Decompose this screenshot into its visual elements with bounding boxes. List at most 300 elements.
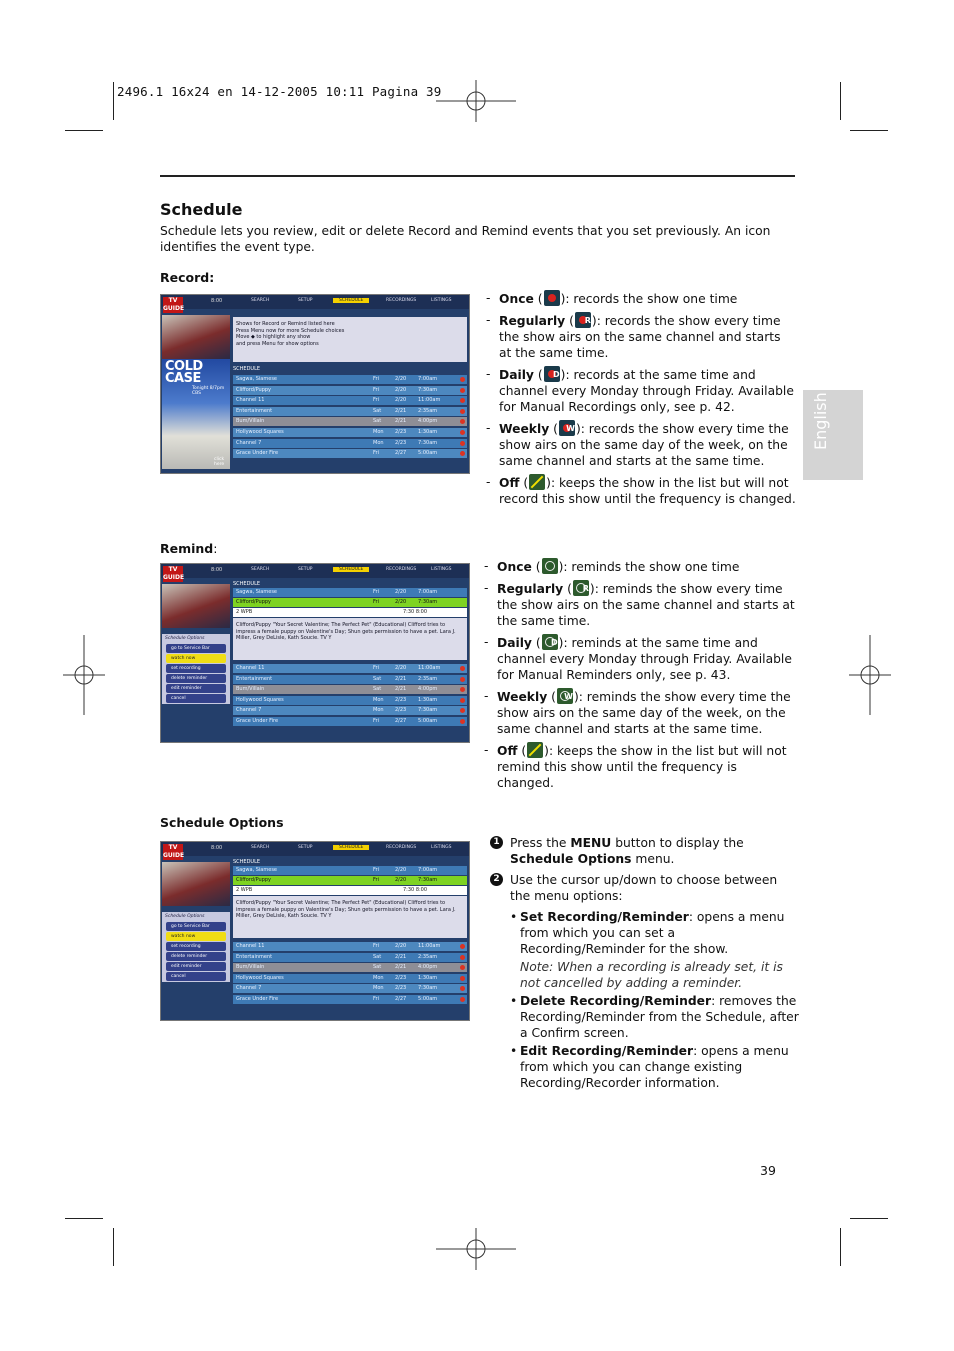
- row-date: 2/23: [395, 985, 407, 992]
- schedule-row[interactable]: [233, 953, 467, 962]
- row-date: 2/20: [395, 943, 407, 949]
- item-term: Daily: [499, 368, 534, 382]
- remind-label-text: Remind: [160, 541, 214, 556]
- row-title: Grace Under Fire: [236, 718, 279, 724]
- registration-mark-icon: [436, 80, 516, 122]
- schedule-options-label: Schedule Options: [160, 815, 284, 830]
- row-time: 7:30am: [418, 707, 438, 714]
- schedule-row[interactable]: [233, 942, 467, 951]
- schedule-row[interactable]: [233, 449, 467, 458]
- remind-weekly-icon: W: [557, 688, 573, 704]
- row-day: Mon: [373, 429, 384, 435]
- option-set: [490, 909, 800, 957]
- nav-listings[interactable]: LISTINGS: [431, 298, 452, 303]
- row-title: Sagwa, Siamese: [236, 589, 277, 595]
- row-date: 2/21: [395, 686, 407, 693]
- row-day: Sat: [373, 686, 382, 693]
- row-time: 11:00am: [418, 397, 441, 404]
- tv-topbar: [161, 295, 469, 309]
- record-item-daily: - Daily ( D ): records at the same time and channel every Monday through Friday. Available for Manual Recordings only, see p. 42.: [486, 367, 794, 414]
- row-title: Sagwa, Siamese: [236, 376, 277, 382]
- event-type-icon: [460, 419, 465, 424]
- remind-item-once: - Once ( ): reminds the show one time: [484, 559, 740, 574]
- item-text: ): records the show every time the show airs on the same day of the week, on the same channel and starts at the same time.: [499, 422, 789, 468]
- crop-mark: [113, 82, 114, 120]
- event-type-icon: [460, 719, 465, 724]
- row-day: Fri: [373, 996, 379, 1002]
- row-time: 4:00pm: [418, 964, 438, 971]
- option-text: : opens a menu from which you can change existing Recording/Recorder information.: [520, 1044, 789, 1090]
- item-text: ): reminds the show every time the show airs on the same channel and starts at the same time.: [497, 582, 795, 628]
- row-title: Bum/Villain: [236, 964, 265, 971]
- item-text: ): reminds the show every time the show airs on the same day of the week, on the same channel and starts at the same time.: [497, 690, 791, 736]
- event-type-icon: [460, 965, 465, 970]
- event-type-icon: [460, 708, 465, 713]
- tv-clock: 8:00: [211, 298, 223, 304]
- row-time: 5:00am: [418, 718, 438, 724]
- schedule-row[interactable]: [233, 375, 467, 384]
- step-2: [490, 872, 800, 904]
- schedule-row[interactable]: [233, 974, 467, 983]
- show-description: Clifford/Puppy "Your Secret Valentine; The Perfect Pet" (Educational) Clifford tries to impress a female puppy on Valentine's Day; Shun gets permission to have a pet. Lara J. Miller, Grey DeLisle, Kath Soucie. TV Y: [233, 618, 467, 660]
- row-day: Mon: [373, 696, 384, 703]
- row-day: Fri: [373, 376, 379, 382]
- menu-key: MENU: [570, 836, 612, 850]
- item-term: Off: [499, 476, 520, 490]
- tv-photo-thumbnail: [162, 862, 230, 906]
- row-title: Sagwa, Siamese: [236, 867, 277, 873]
- schedule-row[interactable]: [233, 407, 467, 416]
- row-time: 7:00am: [418, 376, 438, 382]
- row-time: 1:30am: [418, 429, 438, 435]
- item-text: ): reminds at the same time and channel every Monday through Friday. Available for Manual Reminders only, see p. 43.: [497, 636, 792, 682]
- row-day: Fri: [373, 877, 379, 883]
- row-title: Channel 7: [236, 439, 262, 446]
- row-title: Entertainment: [236, 407, 273, 414]
- row-date: 2/21: [395, 418, 407, 425]
- schedule-row[interactable]: [233, 664, 467, 673]
- dash: -: [484, 689, 489, 703]
- item-text: ): reminds the show one time: [558, 560, 740, 574]
- schedule-row[interactable]: [233, 984, 467, 993]
- dash: -: [484, 635, 489, 649]
- channel-line: [233, 608, 467, 617]
- menu-item-set-recording[interactable]: set recording: [166, 664, 226, 673]
- event-type-icon: [460, 997, 465, 1002]
- row-day: Sat: [373, 407, 382, 414]
- record-item-off: - Off ( ): keeps the show in the list but will not record this show until the frequency is changed.: [486, 475, 796, 506]
- crop-mark: [850, 1218, 888, 1219]
- crop-mark: [840, 82, 841, 120]
- row-day: Fri: [373, 867, 379, 873]
- step2-text: Use the cursor up/down to choose between the menu options:: [510, 873, 778, 903]
- info-line: Move ◆ to highlight any show: [236, 334, 311, 340]
- event-type-icon: [460, 666, 465, 671]
- remind-type-list: [484, 558, 796, 796]
- crop-mark: [840, 1228, 841, 1266]
- nav-search[interactable]: SEARCH: [251, 567, 270, 572]
- row-date: 2/20: [395, 867, 407, 873]
- row-time: 5:00am: [418, 996, 438, 1002]
- header-rule: [160, 175, 795, 177]
- remind-daily-icon: D: [542, 634, 558, 650]
- promo-title: COLD CASE: [165, 359, 203, 386]
- row-title: Entertainment: [236, 953, 273, 960]
- note-text: Note: When a recording is already set, it is not cancelled by adding a reminder.: [520, 960, 783, 990]
- remind-label: [160, 541, 217, 556]
- menu-item-service-bar[interactable]: go to Service Bar: [166, 644, 226, 653]
- row-date: 2/20: [395, 589, 407, 595]
- tv-photo-thumbnail: [162, 315, 230, 359]
- row-date: 2/23: [395, 974, 407, 981]
- item-term: Daily: [497, 636, 532, 650]
- row-day: Sat: [373, 418, 382, 425]
- tv-guide-logo: TV GUIDE: [163, 844, 185, 859]
- dash: -: [486, 475, 491, 489]
- event-type-icon: [460, 377, 465, 382]
- event-type-icon: [460, 955, 465, 960]
- schedule-row[interactable]: [233, 685, 467, 694]
- row-title: Clifford/Puppy: [236, 599, 272, 605]
- menu-item-watch-now[interactable]: watch now: [166, 654, 226, 663]
- row-date: 2/20: [395, 877, 407, 883]
- option-title: Delete Recording/Reminder: [520, 994, 712, 1008]
- schedule-options-menu: [162, 912, 230, 982]
- dash: -: [486, 313, 491, 327]
- menu-title: Schedule Options: [165, 914, 205, 919]
- print-slug: 2496.1 16x24 en 14-12-2005 10:11 Pagina 39: [117, 84, 442, 99]
- page-number: 39: [760, 1163, 776, 1178]
- step1-text: Press the: [510, 836, 571, 850]
- schedule-row[interactable]: [233, 428, 467, 437]
- row-time: 2:35am: [418, 407, 438, 414]
- item-term: Once: [499, 292, 534, 306]
- row-date: 2/23: [395, 439, 407, 446]
- schedule-options-steps: [490, 835, 800, 1093]
- item-term: Once: [497, 560, 532, 574]
- channel-number: 2 WPB: [236, 609, 253, 615]
- record-item-weekly: - Weekly ( W ): records the show every time the show airs on the same day of the week, on the same channel and starts at the same time.: [486, 421, 789, 468]
- remind-off-icon: [527, 742, 543, 758]
- row-time: 7:00am: [418, 867, 438, 873]
- row-title: Hollywood Squares: [236, 974, 284, 981]
- row-date: 2/21: [395, 675, 407, 682]
- menu-item-cancel[interactable]: cancel: [166, 972, 226, 981]
- crop-mark: [850, 130, 888, 131]
- step1-text: menu.: [631, 852, 675, 866]
- schedule-row[interactable]: [233, 417, 467, 426]
- row-date: 2/23: [395, 429, 407, 435]
- schedule-row[interactable]: [233, 866, 467, 875]
- row-title: Clifford/Puppy: [236, 877, 272, 883]
- schedule-row[interactable]: [233, 963, 467, 972]
- row-time: 7:30am: [418, 877, 438, 883]
- record-item-once: - Once ( ): records the show one time: [486, 291, 738, 306]
- dash: -: [484, 581, 489, 595]
- info-line: Press Menu now for more Schedule choices: [236, 327, 345, 334]
- menu-item-watch-now[interactable]: watch now: [166, 932, 226, 941]
- row-day: Fri: [373, 450, 379, 457]
- row-title: Channel 7: [236, 707, 262, 714]
- record-daily-icon: D: [544, 366, 560, 382]
- nav-schedule[interactable]: SCHEDULE: [333, 298, 369, 303]
- language-side-tab: [803, 390, 863, 480]
- menu-item-edit-reminder[interactable]: edit reminder: [166, 962, 226, 971]
- record-type-list: [486, 290, 796, 512]
- crop-mark: [113, 1228, 114, 1266]
- row-date: 2/21: [395, 407, 407, 414]
- remind-item-daily: - Daily ( D ): reminds at the same time and channel every Monday through Friday. Available for Manual Reminders only, see p. 43.: [484, 635, 792, 682]
- show-description: Clifford/Puppy "Your Secret Valentine; The Perfect Pet" (Educational) Clifford tries to impress a female puppy on Valentine's Day; Shun gets permission to have a pet. Lara J. Miller, Grey DeLisle, Kath Soucie. TV Y: [233, 896, 467, 938]
- menu-item-cancel[interactable]: cancel: [166, 694, 226, 703]
- record-off-icon: [529, 474, 545, 490]
- info-line: Shows for Record or Remind listed here: [236, 321, 335, 327]
- event-type-icon: [460, 441, 465, 446]
- record-regularly-icon: R: [575, 312, 591, 328]
- schedule-header: SCHEDULE: [233, 859, 261, 865]
- schedule-row[interactable]: [233, 439, 467, 448]
- item-term: Regularly: [497, 582, 564, 596]
- row-date: 2/27: [395, 718, 407, 724]
- item-term: Regularly: [499, 314, 566, 328]
- nav-schedule[interactable]: SCHEDULE: [333, 845, 369, 850]
- menu-item-edit-reminder[interactable]: edit reminder: [166, 684, 226, 693]
- schedule-row-selected[interactable]: [233, 598, 467, 607]
- row-time: 5:00am: [418, 450, 438, 457]
- row-day: Fri: [373, 589, 379, 595]
- row-day: Mon: [373, 707, 384, 714]
- row-title: Hollywood Squares: [236, 696, 284, 703]
- row-day: Fri: [373, 386, 379, 393]
- event-type-icon: [460, 677, 465, 682]
- registration-mark-icon: [849, 635, 891, 715]
- bullet-icon: •: [510, 994, 518, 1008]
- schedule-row[interactable]: [233, 675, 467, 684]
- nav-search[interactable]: SEARCH: [251, 298, 270, 303]
- option-title: Edit Recording/Reminder: [520, 1044, 694, 1058]
- item-term: Weekly: [499, 422, 550, 436]
- row-day: Fri: [373, 599, 379, 605]
- remind-regularly-icon: R: [573, 580, 589, 596]
- row-title: Channel 11: [236, 665, 265, 671]
- record-schedule-screen: [160, 294, 470, 474]
- nav-setup[interactable]: SETUP: [298, 567, 313, 572]
- row-day: Sat: [373, 964, 382, 971]
- nav-listings[interactable]: LISTINGS: [431, 567, 452, 572]
- record-weekly-icon: W: [559, 420, 575, 436]
- row-title: Channel 11: [236, 943, 265, 949]
- nav-schedule[interactable]: SCHEDULE: [333, 567, 369, 572]
- section-heading: Schedule: [160, 200, 243, 219]
- channel-number: 2 WPB: [236, 887, 253, 893]
- schedule-options-menu: [162, 634, 230, 704]
- row-time: 7:30am: [418, 599, 438, 605]
- nav-recordings[interactable]: RECORDINGS: [386, 567, 417, 572]
- row-time: 2:35am: [418, 675, 438, 682]
- channel-line: [233, 886, 467, 895]
- row-time: 11:00am: [418, 943, 441, 949]
- menu-item-delete-reminder[interactable]: delete reminder: [166, 952, 226, 961]
- tv-guide-logo: TV GUIDE: [163, 297, 185, 312]
- row-date: 2/20: [395, 665, 407, 671]
- row-time: 2:35am: [418, 953, 438, 960]
- row-day: Fri: [373, 718, 379, 724]
- crop-mark: [65, 1218, 103, 1219]
- schedule-row[interactable]: [233, 396, 467, 405]
- step-number-2-icon: 2: [490, 873, 503, 886]
- row-time: 7:30am: [418, 439, 438, 446]
- schedule-row-selected[interactable]: [233, 876, 467, 885]
- event-type-icon: [460, 388, 465, 393]
- item-text: ): records at the same time and channel every Monday through Friday. Available for Manual Recordings only, see p. 42.: [499, 368, 794, 414]
- record-label: Record:: [160, 270, 215, 285]
- row-time: 1:30am: [418, 974, 438, 981]
- dash: -: [484, 743, 489, 757]
- row-title: Bum/Villain: [236, 418, 265, 425]
- item-term: Off: [497, 744, 518, 758]
- row-date: 2/27: [395, 996, 407, 1002]
- event-type-icon: [460, 409, 465, 414]
- option-title: Set Recording/Reminder: [520, 910, 689, 924]
- nav-listings[interactable]: LISTINGS: [431, 845, 452, 850]
- row-time: 7:30am: [418, 386, 438, 393]
- row-time: 1:30am: [418, 696, 438, 703]
- tv-clock: 8:00: [211, 567, 223, 573]
- remind-schedule-screen: [160, 563, 470, 743]
- schedule-header: SCHEDULE: [233, 366, 261, 372]
- nav-recordings[interactable]: RECORDINGS: [386, 845, 417, 850]
- menu-item-delete-reminder[interactable]: delete reminder: [166, 674, 226, 683]
- row-time: 11:00am: [418, 665, 441, 671]
- dash: -: [484, 559, 489, 573]
- bullet-icon: •: [510, 910, 518, 924]
- nav-setup[interactable]: SETUP: [298, 845, 313, 850]
- option-text: : opens a menu from which you can set a Recording/Reminder for the show.: [520, 910, 785, 956]
- event-type-icon: [460, 944, 465, 949]
- nav-recordings[interactable]: RECORDINGS: [386, 298, 417, 303]
- event-type-icon: [460, 976, 465, 981]
- row-date: 2/20: [395, 397, 407, 404]
- intro-paragraph: Schedule lets you review, edit or delete Record and Remind events that you set previously. An icon identifies the event type.: [160, 224, 771, 254]
- item-text: ): keeps the show in the list but will not record this show until the frequency is changed.: [499, 476, 796, 506]
- crop-mark: [65, 130, 103, 131]
- row-day: Mon: [373, 974, 384, 981]
- schedule-row[interactable]: [233, 706, 467, 715]
- schedule-options-screen: [160, 841, 470, 1021]
- row-title: Bum/Villain: [236, 686, 265, 693]
- row-date: 2/20: [395, 386, 407, 393]
- menu-item-service-bar[interactable]: go to Service Bar: [166, 922, 226, 931]
- event-type-icon: [460, 451, 465, 456]
- nav-setup[interactable]: SETUP: [298, 298, 313, 303]
- row-date: 2/20: [395, 599, 407, 605]
- item-text: ): records the show every time the show airs on the same channel and starts at the same time.: [499, 314, 781, 360]
- row-date: 2/23: [395, 696, 407, 703]
- row-date: 2/21: [395, 964, 407, 971]
- event-type-icon: [460, 398, 465, 403]
- event-type-icon: [460, 698, 465, 703]
- channel-times: 7:30 8:00: [403, 609, 428, 615]
- dash: -: [486, 291, 491, 305]
- tv-info-box: [233, 317, 467, 362]
- item-text: ): records the show one time: [560, 292, 738, 306]
- schedule-row[interactable]: [233, 588, 467, 597]
- remind-item-off: - Off ( ): keeps the show in the list but will not remind this show until the frequency is changed.: [484, 743, 787, 790]
- side-tab-label: English: [811, 392, 830, 450]
- row-day: Fri: [373, 665, 379, 671]
- promo-tag: click here: [214, 457, 225, 467]
- info-line: and press Menu for show options: [236, 340, 319, 347]
- row-time: 4:00pm: [418, 686, 438, 693]
- row-title: Grace Under Fire: [236, 450, 279, 457]
- option-delete: [490, 993, 800, 1041]
- schedule-row[interactable]: [233, 717, 467, 726]
- row-date: 2/20: [395, 376, 407, 382]
- tv-promo-ad[interactable]: [162, 359, 230, 469]
- row-date: 2/23: [395, 707, 407, 714]
- registration-mark-icon: [63, 635, 105, 715]
- remind-once-icon: [542, 558, 558, 574]
- record-once-icon: [544, 290, 560, 306]
- step-1: [490, 835, 800, 867]
- bullet-icon: •: [510, 1044, 518, 1058]
- row-day: Mon: [373, 985, 384, 992]
- dash: -: [486, 421, 491, 435]
- row-date: 2/21: [395, 953, 407, 960]
- event-type-icon: [460, 687, 465, 692]
- nav-search[interactable]: SEARCH: [251, 845, 270, 850]
- row-title: Channel 7: [236, 985, 262, 992]
- tv-photo-thumbnail: [162, 584, 230, 628]
- remind-item-weekly: - Weekly ( W ): reminds the show every time the show airs on the same day of the week, on the same channel and starts at the same time.: [484, 689, 791, 736]
- schedule-row[interactable]: [233, 386, 467, 395]
- step-number-1-icon: 1: [490, 836, 503, 849]
- tv-topbar: [161, 842, 469, 856]
- schedule-row[interactable]: [233, 995, 467, 1004]
- schedule-header: SCHEDULE: [233, 581, 261, 587]
- menu-title: Schedule Options: [165, 636, 205, 641]
- row-title: Clifford/Puppy: [236, 386, 272, 393]
- menu-name: Schedule Options: [510, 852, 632, 866]
- step1-text: button to display the: [611, 836, 744, 850]
- dash: -: [486, 367, 491, 381]
- channel-times: 7:30 8:00: [403, 887, 428, 893]
- schedule-row[interactable]: [233, 696, 467, 705]
- row-time: 7:00am: [418, 589, 438, 595]
- row-day: Sat: [373, 675, 382, 682]
- promo-subtitle: Tonight 8/7pm CBS: [192, 386, 225, 396]
- row-time: 7:30am: [418, 985, 438, 992]
- tv-guide-logo: TV GUIDE: [163, 566, 185, 581]
- event-type-icon: [460, 430, 465, 435]
- tv-clock: 8:00: [211, 845, 223, 851]
- row-time: 4:00pm: [418, 418, 438, 425]
- row-title: Entertainment: [236, 675, 273, 682]
- row-title: Hollywood Squares: [236, 429, 284, 435]
- registration-mark-icon: [436, 1228, 516, 1270]
- menu-item-set-recording[interactable]: set recording: [166, 942, 226, 951]
- event-type-icon: [460, 986, 465, 991]
- option-text: : removes the Recording/Reminder from the Schedule, after a Confirm screen.: [520, 994, 799, 1040]
- remind-label-colon: :: [213, 541, 218, 556]
- tv-topbar: [161, 564, 469, 578]
- row-day: Mon: [373, 439, 384, 446]
- item-text: ): keeps the show in the list but will not remind this show until the frequency is changed.: [497, 744, 787, 790]
- option-edit: [490, 1043, 800, 1091]
- row-date: 2/27: [395, 450, 407, 457]
- item-term: Weekly: [497, 690, 548, 704]
- remind-item-regularly: - Regularly ( R ): reminds the show every time the show airs on the same channel and starts at the same time.: [484, 581, 795, 628]
